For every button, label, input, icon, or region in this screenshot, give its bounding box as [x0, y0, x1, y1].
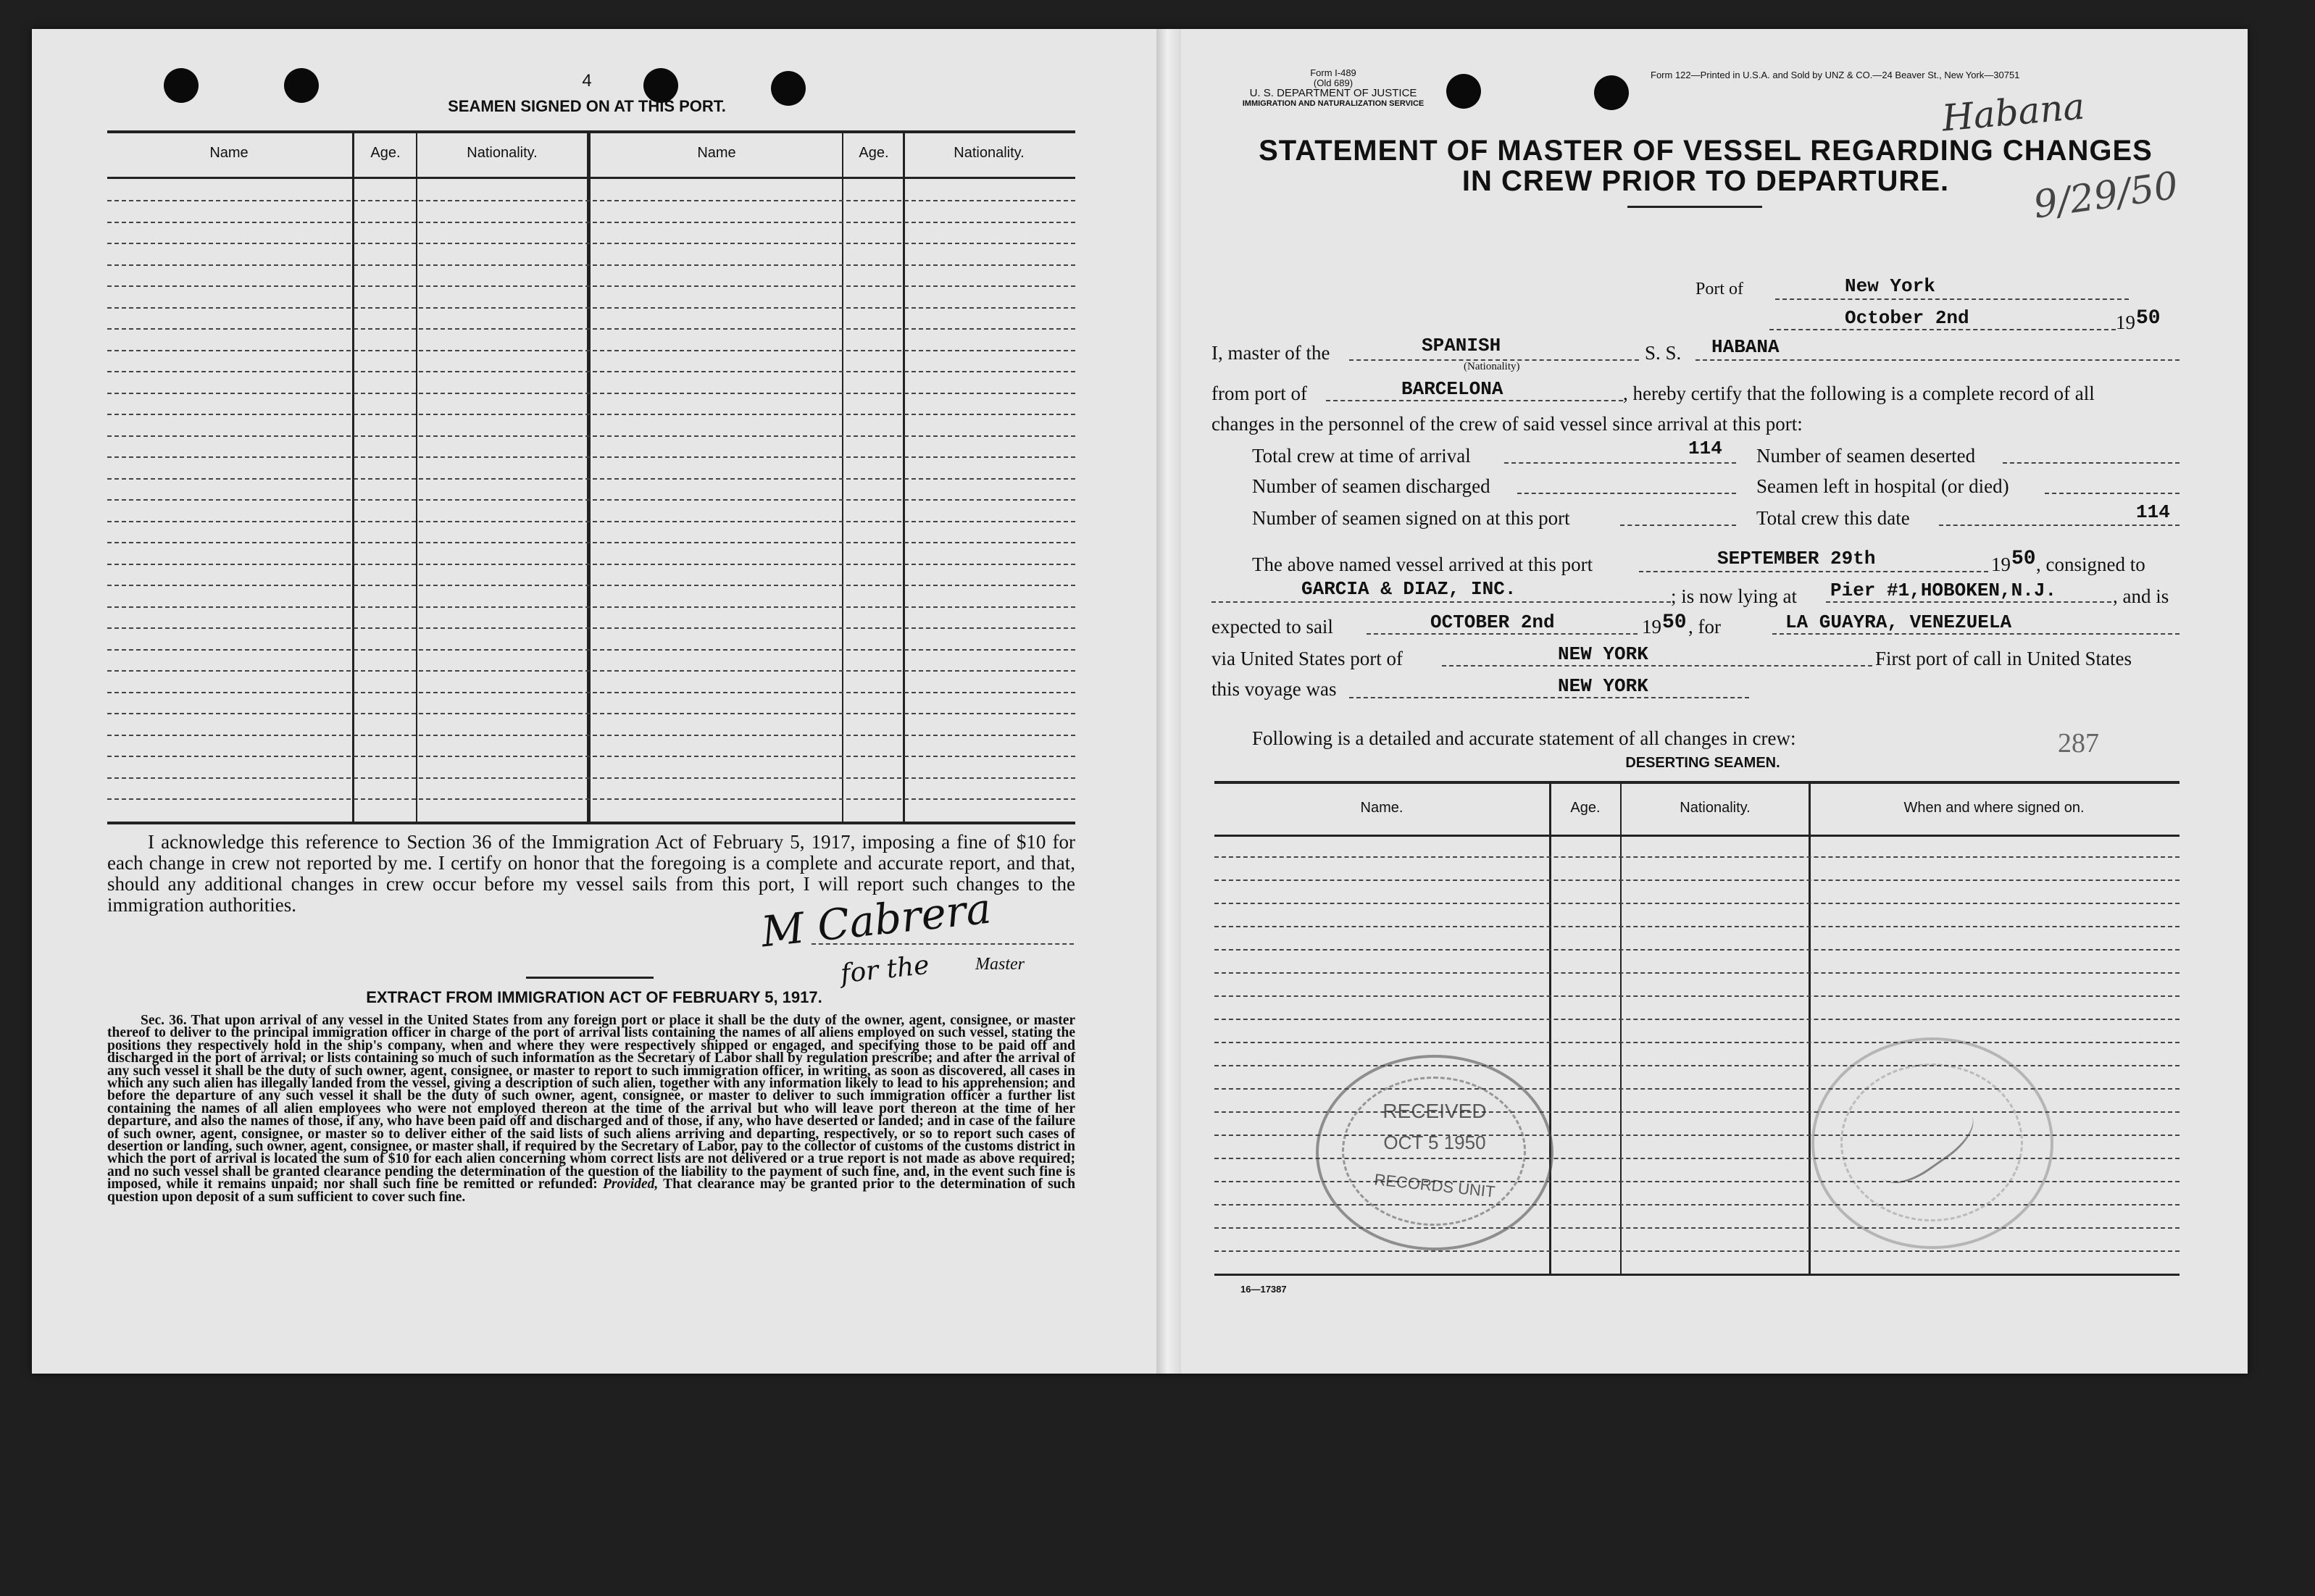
table-row-line: [107, 692, 1075, 693]
table-row-line: [107, 307, 1075, 309]
destination-line: [1772, 633, 2180, 635]
table-row-line: [1214, 995, 2180, 997]
total-crew-arrival-label: Total crew at time of arrival: [1252, 445, 1471, 467]
page-fold: [1156, 29, 1181, 1374]
table-bottom-rule: [107, 822, 1075, 824]
deserting-header-rule: [1214, 835, 2180, 837]
table-row-line: [107, 499, 1075, 501]
column-divider: [842, 132, 843, 822]
deserted-label: Number of seamen deserted: [1756, 445, 1976, 467]
table-row-line: [107, 777, 1075, 779]
column-divider: [352, 132, 354, 822]
table-row-line: [107, 564, 1075, 565]
handwritten-date: 9/29/50: [2030, 164, 2181, 227]
from-port-value: BARCELONA: [1401, 378, 1503, 400]
hospital-line: [2045, 493, 2180, 494]
department-name: U. S. DEPARTMENT OF JUSTICE: [1249, 87, 1417, 99]
form-id-block: [1232, 68, 1435, 109]
and-is-label: , and is: [2113, 585, 2169, 607]
punch-hole: [284, 68, 319, 103]
total-crew-date-label: Total crew this date: [1756, 507, 1910, 529]
year-prefix: 19: [2116, 312, 2135, 333]
voyage-label: this voyage was: [1211, 678, 1337, 700]
printer-note: Form 122—Printed in U.S.A. and Sold by UNZ & CO.—24 Beaver St., New York—30751: [1651, 70, 2020, 80]
discharged-label: Number of seamen discharged: [1252, 475, 1490, 497]
handwritten-ship-name: Habana: [1940, 85, 2087, 140]
first-port-label: First port of call in United States: [1875, 648, 2132, 669]
table-row-line: [107, 756, 1075, 757]
total-crew-date-line: [1939, 525, 2180, 526]
arrived-value: SEPTEMBER 29th: [1717, 548, 1876, 569]
date-line: [1769, 329, 2116, 330]
master-of-label: I, master of the: [1211, 342, 1330, 364]
changes-text: changes in the personnel of the crew of said vessel since arrival at this port:: [1211, 413, 1803, 435]
pier-line: [1826, 601, 2111, 603]
form-number: Form I-489: [1310, 67, 1356, 78]
total-crew-arrival-value: 114: [1688, 438, 1722, 459]
date-value: October 2nd: [1845, 307, 1969, 329]
signed-on-label: Number of seamen signed on at this port: [1252, 507, 1570, 529]
table-row-line: [1214, 903, 2180, 904]
sail-year-suffix: 50: [1662, 611, 1687, 634]
service-name: IMMIGRATION AND NATURALIZATION SERVICE: [1242, 99, 1425, 108]
following-text: Following is a detailed and accurate statement of all changes in crew:: [1252, 727, 1796, 749]
voyage-line: [1349, 697, 1749, 698]
table-row-line: [1214, 1065, 2180, 1066]
arrived-year-prefix: 19: [1991, 553, 2011, 575]
table-row-line: [107, 350, 1075, 351]
form-old-number: (Old 689): [1313, 78, 1353, 88]
table-row-line: [1214, 949, 2180, 951]
from-port-label: from port of: [1211, 383, 1307, 404]
col-name-2: Name: [697, 145, 736, 161]
section-36-text: [107, 1014, 1075, 1203]
destination-value: LA GUAYRA, VENEZUELA: [1785, 611, 2012, 633]
deserting-heading: DESERTING SEAMEN.: [1625, 755, 1780, 771]
form-title-line2: IN CREW PRIOR TO DEPARTURE.: [1461, 165, 1950, 197]
column-divider: [587, 132, 591, 822]
ship-name-line: [1695, 359, 2180, 361]
table-row-line: [107, 798, 1075, 800]
table-row-line: [107, 542, 1075, 543]
sail-year-prefix: 19: [1642, 616, 1661, 638]
col-name: Name: [209, 145, 249, 161]
deserting-table-bottom-rule: [1214, 1274, 2180, 1276]
desert-col-name: Name.: [1360, 800, 1403, 816]
table-row-line: [1214, 880, 2180, 881]
table-row-line: [107, 243, 1075, 244]
table-row-line: [107, 627, 1075, 629]
nationality-value: SPANISH: [1422, 335, 1501, 356]
for-label: , for: [1688, 616, 1721, 638]
via-label: via United States port of: [1211, 648, 1403, 669]
section-label: Sec. 36.: [141, 1013, 187, 1028]
discharged-line: [1517, 493, 1736, 494]
table-row-line: [1214, 926, 2180, 927]
table-row-line: [107, 393, 1075, 394]
hospital-label: Seamen left in hospital (or died): [1756, 475, 2009, 497]
table-top-rule: [107, 130, 1075, 133]
col-nationality: Nationality.: [467, 145, 538, 161]
table-row-line: [107, 371, 1075, 372]
consignee-value: GARCIA & DIAZ, INC.: [1301, 578, 1517, 600]
port-of-label: Port of: [1695, 280, 1743, 298]
year-suffix: 50: [2136, 307, 2161, 330]
table-row-line: [107, 521, 1075, 522]
arrived-label: The above named vessel arrived at this port: [1252, 553, 1593, 575]
desert-col-nationality: Nationality.: [1680, 800, 1751, 816]
table-row-line: [107, 328, 1075, 330]
deserting-table-top-rule: [1214, 781, 2180, 784]
table-row-line: [107, 456, 1075, 458]
voyage-value: NEW YORK: [1558, 675, 1648, 697]
arrived-year-suffix: 50: [2011, 548, 2036, 570]
table-row-line: [107, 222, 1075, 223]
table-row-line: [1214, 1019, 2180, 1020]
total-crew-date-value: 114: [2136, 501, 2170, 523]
signature-line: [812, 943, 1074, 945]
table-row-line: [107, 264, 1075, 266]
signed-on-line: [1620, 525, 1736, 526]
stamp-number: 287: [2058, 728, 2099, 759]
ss-label: S. S.: [1645, 342, 1682, 364]
punch-hole: [1594, 75, 1629, 110]
divider-rule: [526, 977, 654, 979]
table-row-line: [107, 735, 1075, 736]
stamp-date-text: OCT 5 1950: [1383, 1132, 1486, 1153]
ship-name-value: HABANA: [1711, 336, 1780, 358]
nationality-caption: (Nationality): [1464, 361, 1520, 372]
table-row-line: [107, 478, 1075, 480]
master-signature: M Cabrera: [759, 883, 993, 957]
form-title-line1: STATEMENT OF MASTER OF VESSEL REGARDING CHANGES: [1259, 135, 2153, 167]
table-row-line: [107, 414, 1075, 415]
col-age: Age.: [370, 145, 401, 161]
deserted-line: [2003, 462, 2180, 464]
table-row-line: [107, 200, 1075, 201]
acknowledgement-text: I acknowledge this reference to Section 36 of the Immigration Act of February 5, 1917, imposing a fine of $10 for each change in crew not reported by me. I certify on honor that the foregoing is a complete and accurate report, and that, should any additional changes in crew occur before my vessel sails from this port, I will report such changes to the immigration authorities.: [107, 831, 1075, 916]
section-body: That upon arrival of any vessel in the United States from any foreign port or place it shall be the duty of the owner, agent, consignee, or master thereof to deliver to the principal immigration officer in charge of the port of arrival lists containing the names of all aliens employed on such vessel, stating the positions they respectively hold in the ship's company, when and where they were respectively shipped or engaged, and specifying those to be paid off and discharged in the port of arrival; or lists containing so much of such information as the Secretary of Labor shall by regulation prescribe; and after the arrival of any such vessel it shall be the duty of such owner, agent, consignee, or master to report to such immigration officer, in writing, as soon as discovered, all cases in which any such alien has illegally landed from the vessel, giving a description of such alien, together with any information likely to lead to his apprehension; and before the departure of any such vessel it shall be the duty of such owner, agent, consignee, or master to deliver to such immigration officer a further list containing the names of all alien employees who were not employed thereon at the time of the arrival but who will leave port thereon at the time of her departure, and also the names of those, if any, who have been paid off and discharged and of those, if any, who have deserted or landed; and in case of the failure of such owner, agent, consignee, or master so to deliver either of the said lists of such aliens arriving and departing, respectively, or so to report such cases of desertion or landing, such owner, agent, consignee, or master shall, if required by the Secretary of Labor, pay to the collector of customs of the customs district in which the port of arrival is located the sum of $10 for each alien concerning whom correct lists are not delivered or a true report is not made as above required; and no such vessel shall be granted clearance pending the determination of the question of the liability to the payment of such fine, and, in the event such fine is imposed, while it remains unpaid; nor shall such fine be remitted or refunded:: [107, 1013, 1076, 1192]
section-provided: Provided,: [602, 1177, 659, 1192]
table-row-line: [1214, 856, 2180, 858]
table-row-line: [107, 285, 1075, 287]
pier-value: Pier #1,HOBOKEN,N.J.: [1830, 580, 2057, 601]
header-rule: [107, 177, 1075, 179]
column-divider: [903, 132, 905, 822]
from-port-line: [1326, 400, 1623, 401]
lying-label: ; is now lying at: [1671, 585, 1797, 607]
title-underline: [1627, 206, 1762, 208]
consigned-label: , consigned to: [2036, 553, 2145, 575]
total-crew-arrival-line: [1504, 462, 1736, 464]
table-row-line: [107, 649, 1075, 651]
table-row-line: [107, 585, 1075, 586]
port-of-line: [1775, 298, 2129, 300]
certify-text: , hereby certify that the following is a complete record of all: [1623, 383, 2095, 404]
footer-code: 16—17387: [1240, 1284, 1287, 1295]
table-row-line: [1214, 972, 2180, 974]
page-number: 4: [582, 71, 592, 91]
via-line: [1442, 665, 1872, 667]
via-value: NEW YORK: [1558, 643, 1648, 665]
consignee-line: [1211, 601, 1671, 603]
col-age-2: Age.: [859, 145, 889, 161]
col-nationality-2: Nationality.: [954, 145, 1025, 161]
table-row-line: [107, 713, 1075, 714]
stamp-unit-text: RECORDS UNIT: [1373, 1170, 1496, 1201]
table-row-line: [107, 670, 1075, 672]
for-the-handwritten: for the: [839, 950, 931, 990]
desert-col-signed-on: When and where signed on.: [1903, 800, 2085, 816]
extract-title: EXTRACT FROM IMMIGRATION ACT OF FEBRUARY 5, 1917.: [366, 988, 822, 1006]
table-row-line: [107, 435, 1075, 437]
punch-hole: [164, 68, 199, 103]
stamp-received-text: RECEIVED: [1382, 1100, 1487, 1122]
sail-date-value: OCTOBER 2nd: [1430, 611, 1555, 633]
table-row-line: [1214, 1250, 2180, 1252]
table-row-line: [1214, 1042, 2180, 1043]
master-label: Master: [975, 955, 1025, 974]
expected-label: expected to sail: [1211, 616, 1333, 638]
section-tail: That clearance may be granted prior to the determination of such question upon deposit of a sum sufficient to cover such fine.: [107, 1177, 1076, 1205]
port-of-value: New York: [1845, 275, 1935, 297]
table-row-line: [107, 606, 1075, 608]
signed-on-heading: SEAMEN SIGNED ON AT THIS PORT.: [448, 97, 726, 115]
desert-col-age: Age.: [1570, 800, 1601, 816]
column-divider: [416, 132, 417, 822]
punch-hole: [1446, 74, 1481, 109]
arrived-line: [1639, 571, 1988, 572]
sail-date-line: [1367, 633, 1638, 635]
